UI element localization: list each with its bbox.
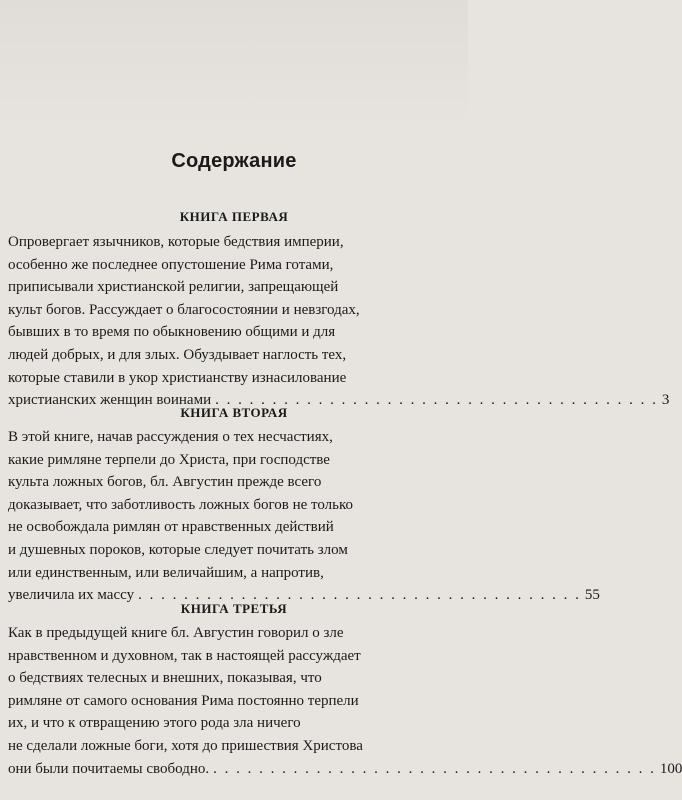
faint-bleed-through-area xyxy=(0,0,468,130)
book-3-line: Как в предыдущей книге бл. Августин говорил о зле xyxy=(8,625,344,641)
book-2-line: или единственным, или величайшим, а напротив, xyxy=(8,564,324,581)
book-1-summary xyxy=(8,231,670,412)
book-1-line: людей добрых, и для злых. Обуздывает наглость тех, xyxy=(8,346,347,363)
book-2-line: В этой книге, начав рассуждения о тех несчастиях, xyxy=(8,429,333,445)
book-1-line: особенно же последнее опустошение Рима готами, xyxy=(8,256,334,273)
book-2-line: культа ложных богов, бл. Августин прежде всего xyxy=(8,474,322,491)
book-2-line: не освобождала римлян от нравственных действий xyxy=(8,519,334,536)
dot-leader: . . . . . . . . . . . . . . . . . . . . . . . . . . . . . . . . . . . . . . . xyxy=(213,760,656,777)
book-1-line: бывших в то время по обыкновению общими и для xyxy=(8,324,336,341)
book-3-line: не сделали ложные боги, хотя до пришествия Христова xyxy=(8,737,363,754)
book-1-line: христианских женщин воинами xyxy=(8,392,212,409)
book-3-page-number: 100 xyxy=(659,760,682,777)
book-1-line: которые ставили в укор христианству изнасилование xyxy=(8,369,347,386)
book-2-line: какие римляне терпели до Христа, при господстве xyxy=(8,451,330,468)
book-3-line: они были почитаемы свободно. xyxy=(8,760,210,777)
book-2-line: и душевных пороков, которые следует почитать злом xyxy=(8,541,348,558)
dot-leader: . . . . . . . . . . . . . . . . . . . . . . . . . . . . . . . . . . . . . . . xyxy=(138,587,581,604)
book-3-line: о бедствиях телесных и внешних, показывая, что xyxy=(8,670,322,687)
book-1-page-number: 3 xyxy=(661,392,670,409)
book-2-summary xyxy=(8,426,600,607)
page-title: Содержание xyxy=(171,150,297,172)
book-3-toc-entry-last-line xyxy=(8,758,682,781)
dot-leader: . . . . . . . . . . . . . . . . . . . . . . . . . . . . . . . . . . . . . . . xyxy=(215,392,658,409)
book-3-line: их, и что к отвращению этого рода зла ничего xyxy=(8,715,301,732)
book-2-title: КНИГА ВТОРАЯ xyxy=(180,405,288,420)
book-3-title: КНИГА ТРЕТЬЯ xyxy=(180,601,288,616)
book-2-page-number: 55 xyxy=(584,587,600,604)
book-3-line: нравственном и духовном, так в настоящей рассуждает xyxy=(8,647,361,664)
book-2-line: увеличила их массу xyxy=(8,587,135,604)
book-1-line: Опровергает язычников, которые бедствия империи, xyxy=(8,234,344,250)
book-3-line: римляне от самого основания Рима постоянно терпели xyxy=(8,692,359,709)
book-1-line: приписывали христианской религии, запрещающей xyxy=(8,279,339,296)
book-1-title: КНИГА ПЕРВАЯ xyxy=(179,209,289,224)
book-3-summary xyxy=(8,622,682,780)
book-1-line: культ богов. Рассуждает о благосостоянии и невзгодах, xyxy=(8,301,360,318)
book-2-line: доказывает, что заботливость ложных богов не только xyxy=(8,496,354,513)
